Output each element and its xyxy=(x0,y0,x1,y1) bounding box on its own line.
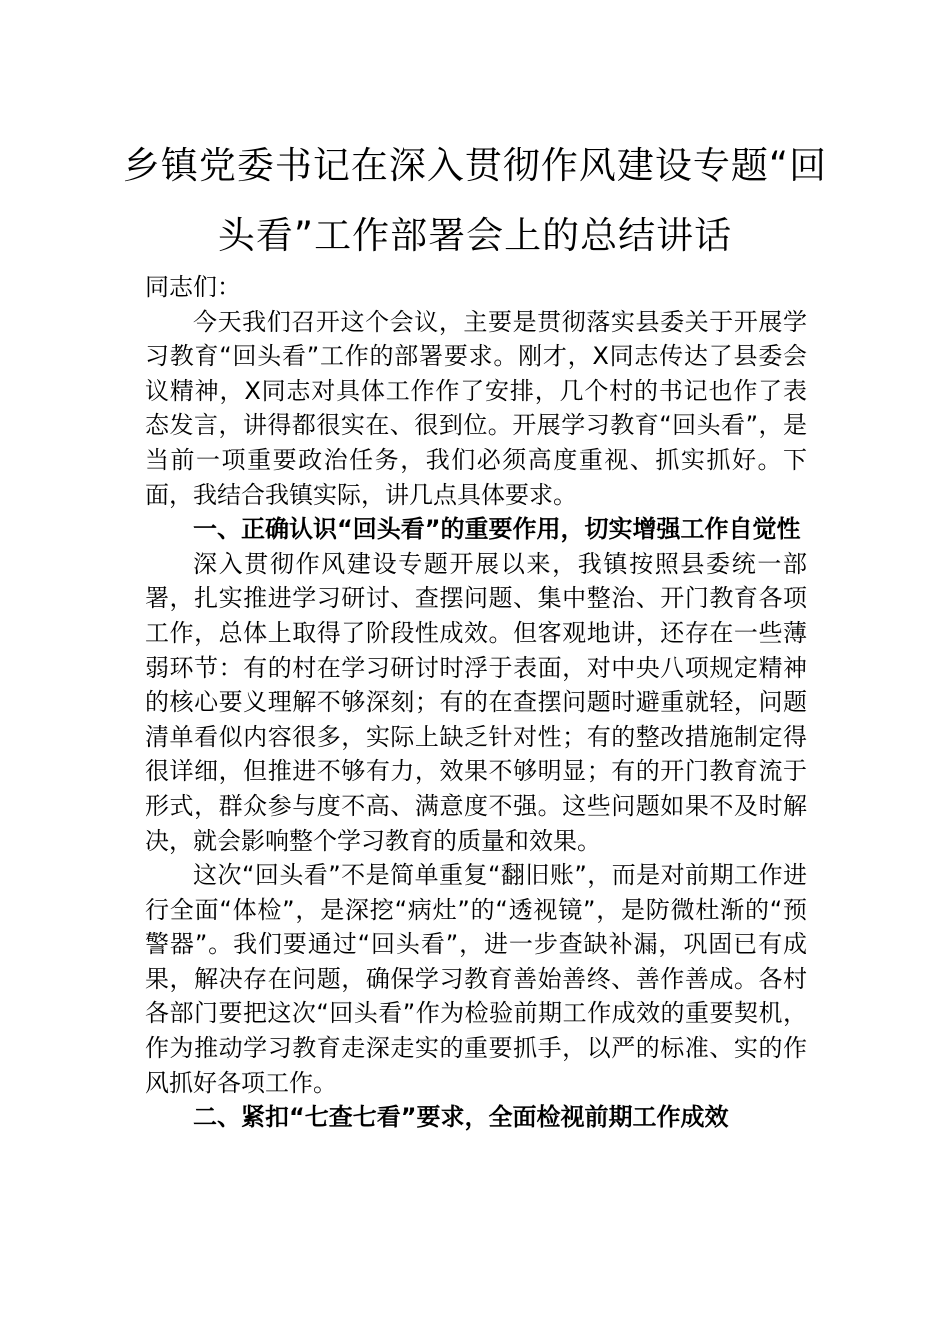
section-heading-2: 二、紧扣“七查七看”要求，全面检视前期工作成效 xyxy=(193,1103,729,1132)
document-body xyxy=(145,270,807,1135)
salutation: 同志们： xyxy=(145,273,241,301)
paragraph-section1-1: 深入贯彻作风建设专题开展以来，我镇按照县委统一部署，扎实推进学习研讨、查摆问题、集中整治、开门教育各项工作，总体上取得了阶段性成效。但客观地讲，还存在一些薄弱环节：有的村在学习研讨时浮于表面，对中央八项规定精神的核心要义理解不够深刻；有的在查摆问题时避重就轻，问题清单看似内容很多，实际上缺乏针对性；有的整改措施制定得很详细，但推进不够有力，效果不够明显；有的开门教育流于形式，群众参与度不高、满意度不强。这些问题如果不及时解决，就会影响整个学习教育的质量和效果。 xyxy=(145,549,807,855)
document-title: 乡镇党委书记在深入贯彻作风建设专题“回头看”工作部署会上的总结讲话 xyxy=(122,144,828,257)
section-heading-1: 一、正确认识“回头看”的重要作用，切实增强工作自觉性 xyxy=(193,515,801,544)
paragraph-section1-2: 这次“回头看”不是简单重复“翻旧账”，而是对前期工作进行全面“体检”，是深挖“病灶”的“透视镜”，是防微杜渐的“预警器”。我们要通过“回头看”，进一步查缺补漏，巩固已有成果，解决存在问题，确保学习教育善始善终、善作善成。各村各部门要把这次“回头看”作为检验前期工作成效的重要契机，作为推动学习教育走深走实的重要抓手，以严的标准、实的作风抓好各项工作。 xyxy=(145,861,807,1097)
paragraph-intro: 今天我们召开这个会议，主要是贯彻落实县委关于开展学习教育“回头看”工作的部署要求。刚才，X同志传达了县委会议精神，X同志对具体工作作了安排，几个村的书记也作了表态发言，讲得都很实在、很到位。开展学习教育“回头看”，是当前一项重要政治任务，我们必须高度重视、抓实抓好。下面，我结合我镇实际，讲几点具体要求。 xyxy=(145,307,807,509)
